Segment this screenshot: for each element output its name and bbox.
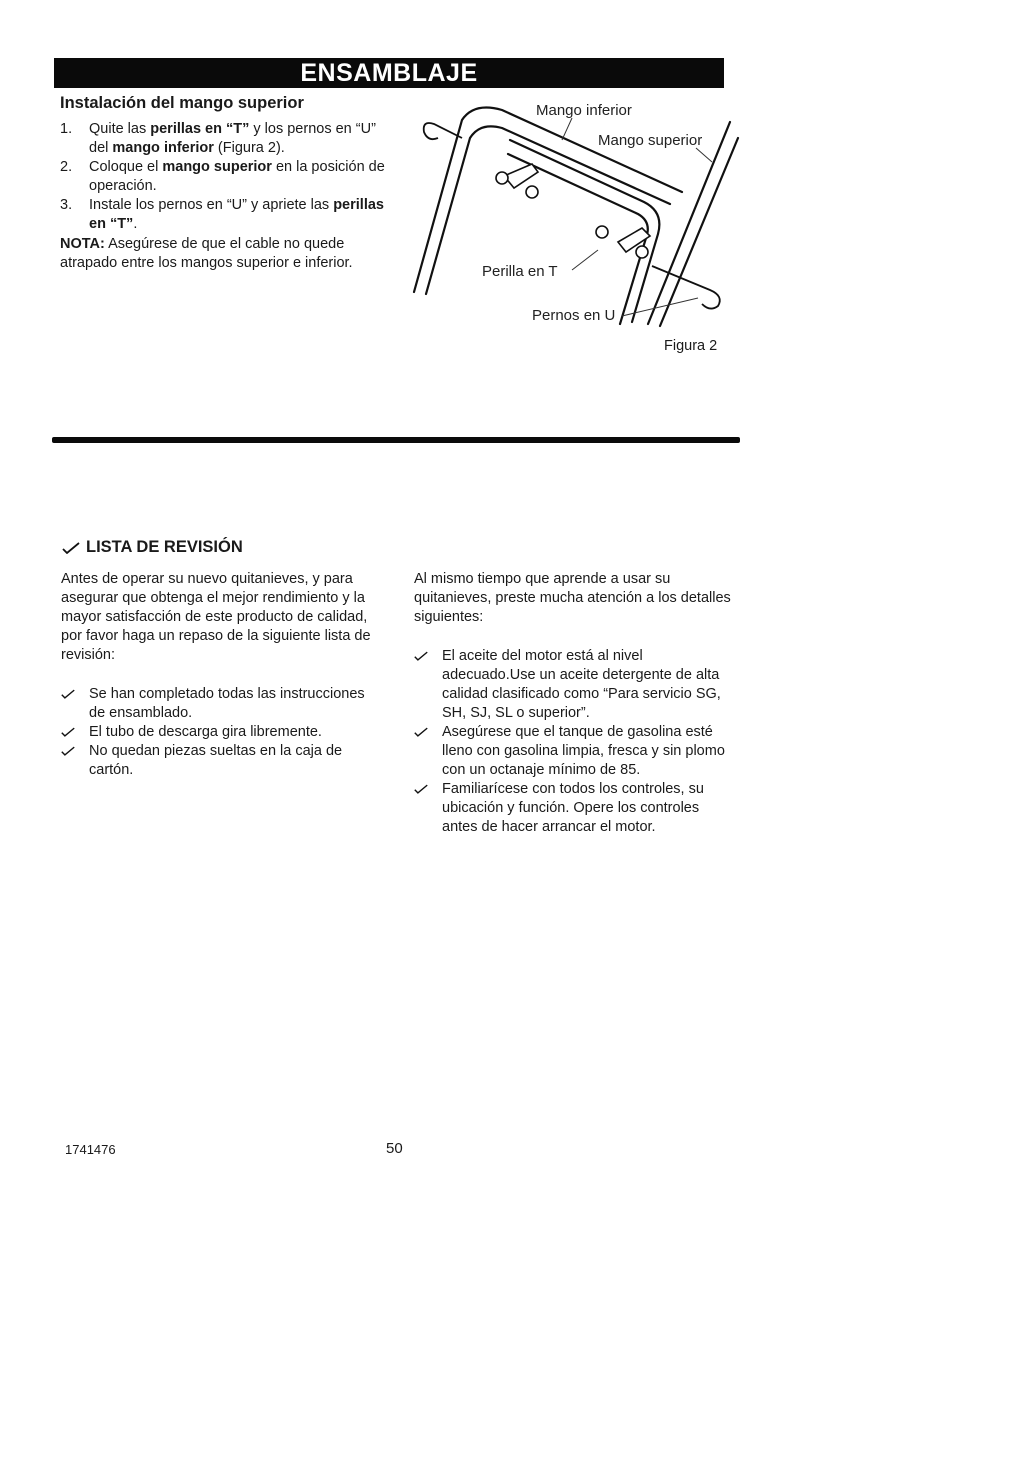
step-text-part: Instale los pernos en “U” y apriete las bbox=[89, 197, 334, 213]
section-banner: ENSAMBLAJE bbox=[54, 58, 724, 88]
step-text bbox=[89, 196, 390, 234]
upper-handle bbox=[508, 122, 738, 326]
leader-line bbox=[696, 148, 712, 162]
step-text-part: . bbox=[133, 216, 138, 232]
nota-text: Asegúrese de que el cable no quede atrapado entre los mangos superior e inferior. bbox=[60, 236, 353, 271]
checklist-right-column bbox=[414, 570, 736, 837]
document-number: 1741476 bbox=[65, 1142, 116, 1157]
checkmark-icon bbox=[414, 651, 428, 661]
label-mango-inferior: Mango inferior bbox=[536, 102, 632, 119]
install-steps bbox=[60, 120, 390, 273]
step-text-part: Coloque el bbox=[89, 159, 163, 175]
step-text bbox=[89, 158, 390, 196]
washer-icon bbox=[496, 172, 508, 184]
washer-icon bbox=[526, 186, 538, 198]
leader-line bbox=[562, 118, 572, 140]
checklist-item bbox=[414, 780, 736, 837]
step-text-bold: mango superior bbox=[162, 159, 272, 175]
checklist-item bbox=[414, 723, 736, 780]
t-knob-upper bbox=[504, 164, 538, 188]
washer-icon bbox=[596, 226, 608, 238]
checklist-item bbox=[61, 742, 383, 780]
section-divider bbox=[52, 437, 740, 443]
checklist-intro: Antes de operar su nuevo quitanieves, y para asegurar que obtenga el mejor rendimiento y la mayor satisfacción de este producto de calidad, por favor haga un repaso de la siguiente lista de revisión: bbox=[61, 571, 371, 663]
install-step bbox=[60, 158, 390, 196]
step-text-part: y los pernos en “U” del bbox=[89, 121, 376, 156]
checklist-right-intro: Al mismo tiempo que aprende a usar su quitanieves, preste mucha atención a los detalles siguientes: bbox=[414, 571, 731, 625]
checklist-item-text: El aceite del motor está al nivel adecuado.Use un aceite detergente de alta calidad clasificado como “Para servicio SG, SH, SJ, SL o superior”. bbox=[442, 648, 721, 721]
step-text-part: Quite las bbox=[89, 121, 151, 137]
checkmark-icon bbox=[414, 727, 428, 737]
step-number: 2. bbox=[60, 159, 73, 175]
checkmark-icon bbox=[414, 784, 428, 794]
step-text bbox=[89, 120, 390, 158]
checklist-left-column bbox=[61, 570, 383, 780]
checklist-item-text: Familiarícese con todos los controles, su ubicación y función. Opere los controles antes de hacer arrancar el motor. bbox=[442, 781, 704, 835]
upper-handle-right-rail-inner bbox=[660, 138, 738, 326]
washer-icon bbox=[636, 246, 648, 258]
leader-line bbox=[622, 298, 698, 316]
checkmark-icon bbox=[62, 542, 80, 554]
step-number: 3. bbox=[60, 197, 73, 213]
label-mango-superior: Mango superior bbox=[598, 132, 703, 149]
figure-2-illustration bbox=[412, 92, 742, 332]
checklist-right-items bbox=[414, 647, 736, 837]
install-heading: Instalación del mango superior bbox=[60, 94, 304, 112]
checklist-items bbox=[61, 685, 383, 780]
checkmark-icon bbox=[61, 689, 75, 699]
checklist-item bbox=[61, 685, 383, 723]
checklist-item bbox=[61, 723, 383, 742]
t-knob-icon bbox=[496, 164, 650, 258]
checkmark-icon bbox=[61, 746, 75, 756]
install-step bbox=[60, 196, 390, 234]
install-step bbox=[60, 120, 390, 158]
checklist-title: LISTA DE REVISIÓN bbox=[86, 538, 243, 556]
step-text-bold: perillas en “T” bbox=[89, 197, 384, 232]
step-text-bold: mango inferior bbox=[112, 140, 214, 156]
step-text-part: en la posición de operación. bbox=[89, 159, 385, 194]
checklist-item-text: Se han completado todas las instrucciones de ensamblado. bbox=[89, 686, 365, 721]
nota-paragraph bbox=[60, 235, 390, 273]
checklist-item-text: No quedan piezas sueltas en la caja de cartón. bbox=[89, 743, 343, 778]
step-number: 1. bbox=[60, 121, 73, 137]
checkmark-icon bbox=[61, 727, 75, 737]
page-number: 50 bbox=[386, 1140, 403, 1157]
nota-label: NOTA: bbox=[60, 236, 105, 252]
label-perilla: Perilla en T bbox=[482, 263, 558, 280]
checklist-item-text: Asegúrese que el tanque de gasolina esté lleno con gasolina limpia, fresca y sin plomo con un octanaje mínimo de 85. bbox=[442, 724, 725, 778]
u-bolt-icon bbox=[424, 123, 720, 309]
leader-line bbox=[572, 250, 598, 270]
figure-caption: Figura 2 bbox=[664, 338, 718, 354]
label-pernos: Pernos en U bbox=[532, 307, 616, 324]
step-text-bold: perillas en “T” bbox=[150, 121, 250, 137]
checklist-heading bbox=[62, 538, 243, 557]
checklist-item-text: El tubo de descarga gira libremente. bbox=[89, 724, 322, 740]
checklist-item bbox=[414, 647, 736, 723]
step-text-part: (Figura 2). bbox=[213, 140, 285, 156]
